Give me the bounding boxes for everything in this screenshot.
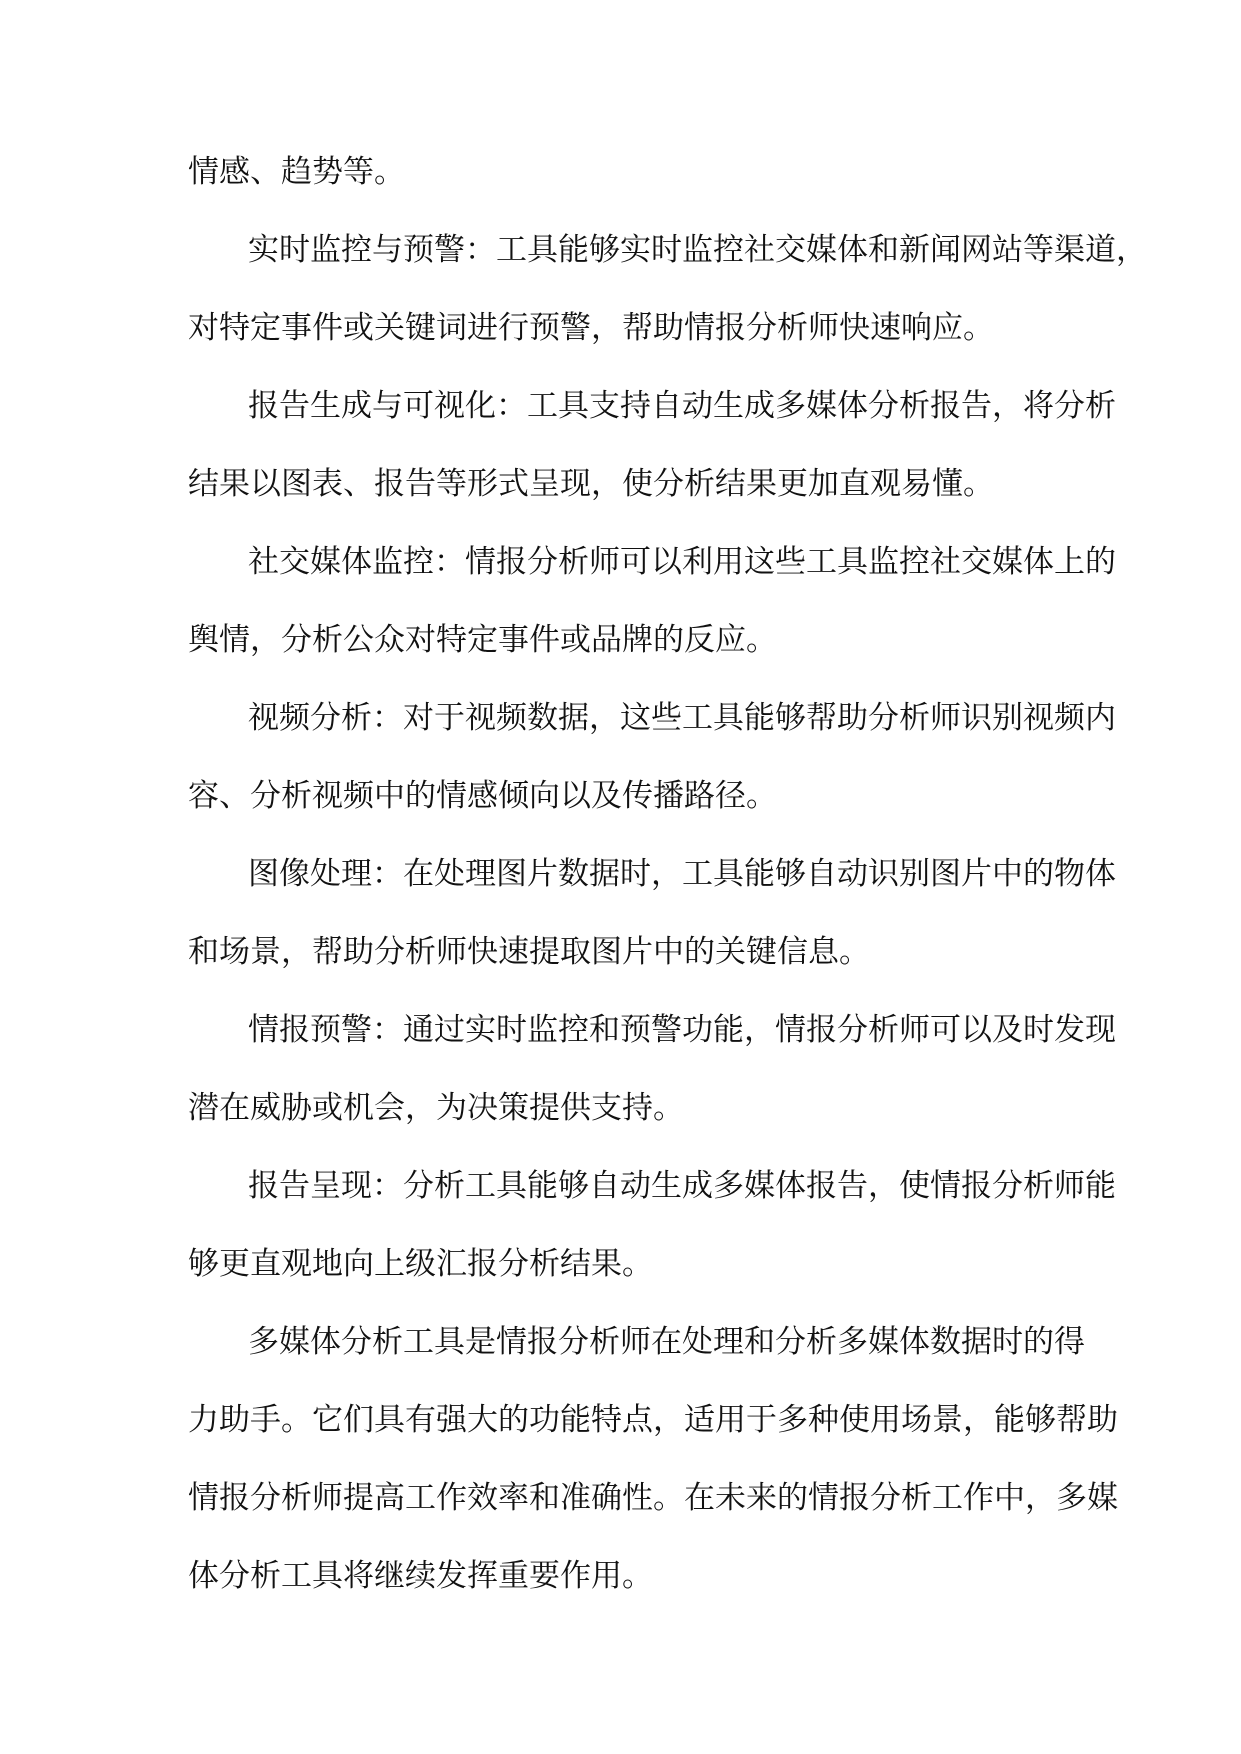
line-text: 多媒体分析工具是情报分析师在处理和分析多媒体数据时的得 (248, 1324, 1085, 1360)
line-text: 结果以图表、报告等形式呈现，使分析结果更加直观易懂。 (188, 466, 994, 502)
line-text: 情报分析师提高工作效率和准确性。在未来的情报分析工作中，多媒 (188, 1480, 1118, 1516)
text-line (0, 1236, 1241, 1292)
text-line (0, 612, 1241, 668)
line-text: 舆情，分析公众对特定事件或品牌的反应。 (188, 622, 777, 658)
line-text: 力助手。它们具有强大的功能特点，适用于多种使用场景，能够帮助 (188, 1402, 1118, 1438)
line-text: 视频分析：对于视频数据，这些工具能够帮助分析师识别视频内 (248, 700, 1116, 736)
text-line (0, 1314, 1241, 1370)
text-line (0, 846, 1241, 902)
text-line (0, 1548, 1241, 1604)
line-text: 容、分析视频中的情感倾向以及传播路径。 (188, 778, 777, 814)
line-text: 图像处理：在处理图片数据时，工具能够自动识别图片中的物体 (248, 856, 1116, 892)
line-text: 潜在威胁或机会，为决策提供支持。 (188, 1090, 684, 1126)
line-text: 情感、趋势等。 (188, 154, 405, 190)
text-line (0, 222, 1241, 278)
text-line (0, 1158, 1241, 1214)
line-text: 和场景，帮助分析师快速提取图片中的关键信息。 (188, 934, 870, 970)
text-line (0, 768, 1241, 824)
text-line (0, 1392, 1241, 1448)
line-text: 报告呈现：分析工具能够自动生成多媒体报告，使情报分析师能 (248, 1168, 1116, 1204)
line-text: 对特定事件或关键词进行预警，帮助情报分析师快速响应。 (188, 310, 994, 346)
text-line (0, 144, 1241, 200)
line-text: 实时监控与预警：工具能够实时监控社交媒体和新闻网站等渠道， (248, 232, 1147, 268)
line-text: 情报预警：通过实时监控和预警功能，情报分析师可以及时发现 (248, 1012, 1116, 1048)
text-line (0, 1002, 1241, 1058)
line-text: 报告生成与可视化：工具支持自动生成多媒体分析报告，将分析 (248, 388, 1116, 424)
text-line (0, 456, 1241, 512)
text-line (0, 1470, 1241, 1526)
text-line (0, 1080, 1241, 1136)
text-line (0, 690, 1241, 746)
text-line (0, 534, 1241, 590)
line-text: 够更直观地向上级汇报分析结果。 (188, 1246, 653, 1282)
text-line (0, 378, 1241, 434)
line-text: 体分析工具将继续发挥重要作用。 (188, 1558, 653, 1594)
text-line (0, 924, 1241, 980)
line-text: 社交媒体监控：情报分析师可以利用这些工具监控社交媒体上的 (248, 544, 1116, 580)
text-line (0, 300, 1241, 356)
